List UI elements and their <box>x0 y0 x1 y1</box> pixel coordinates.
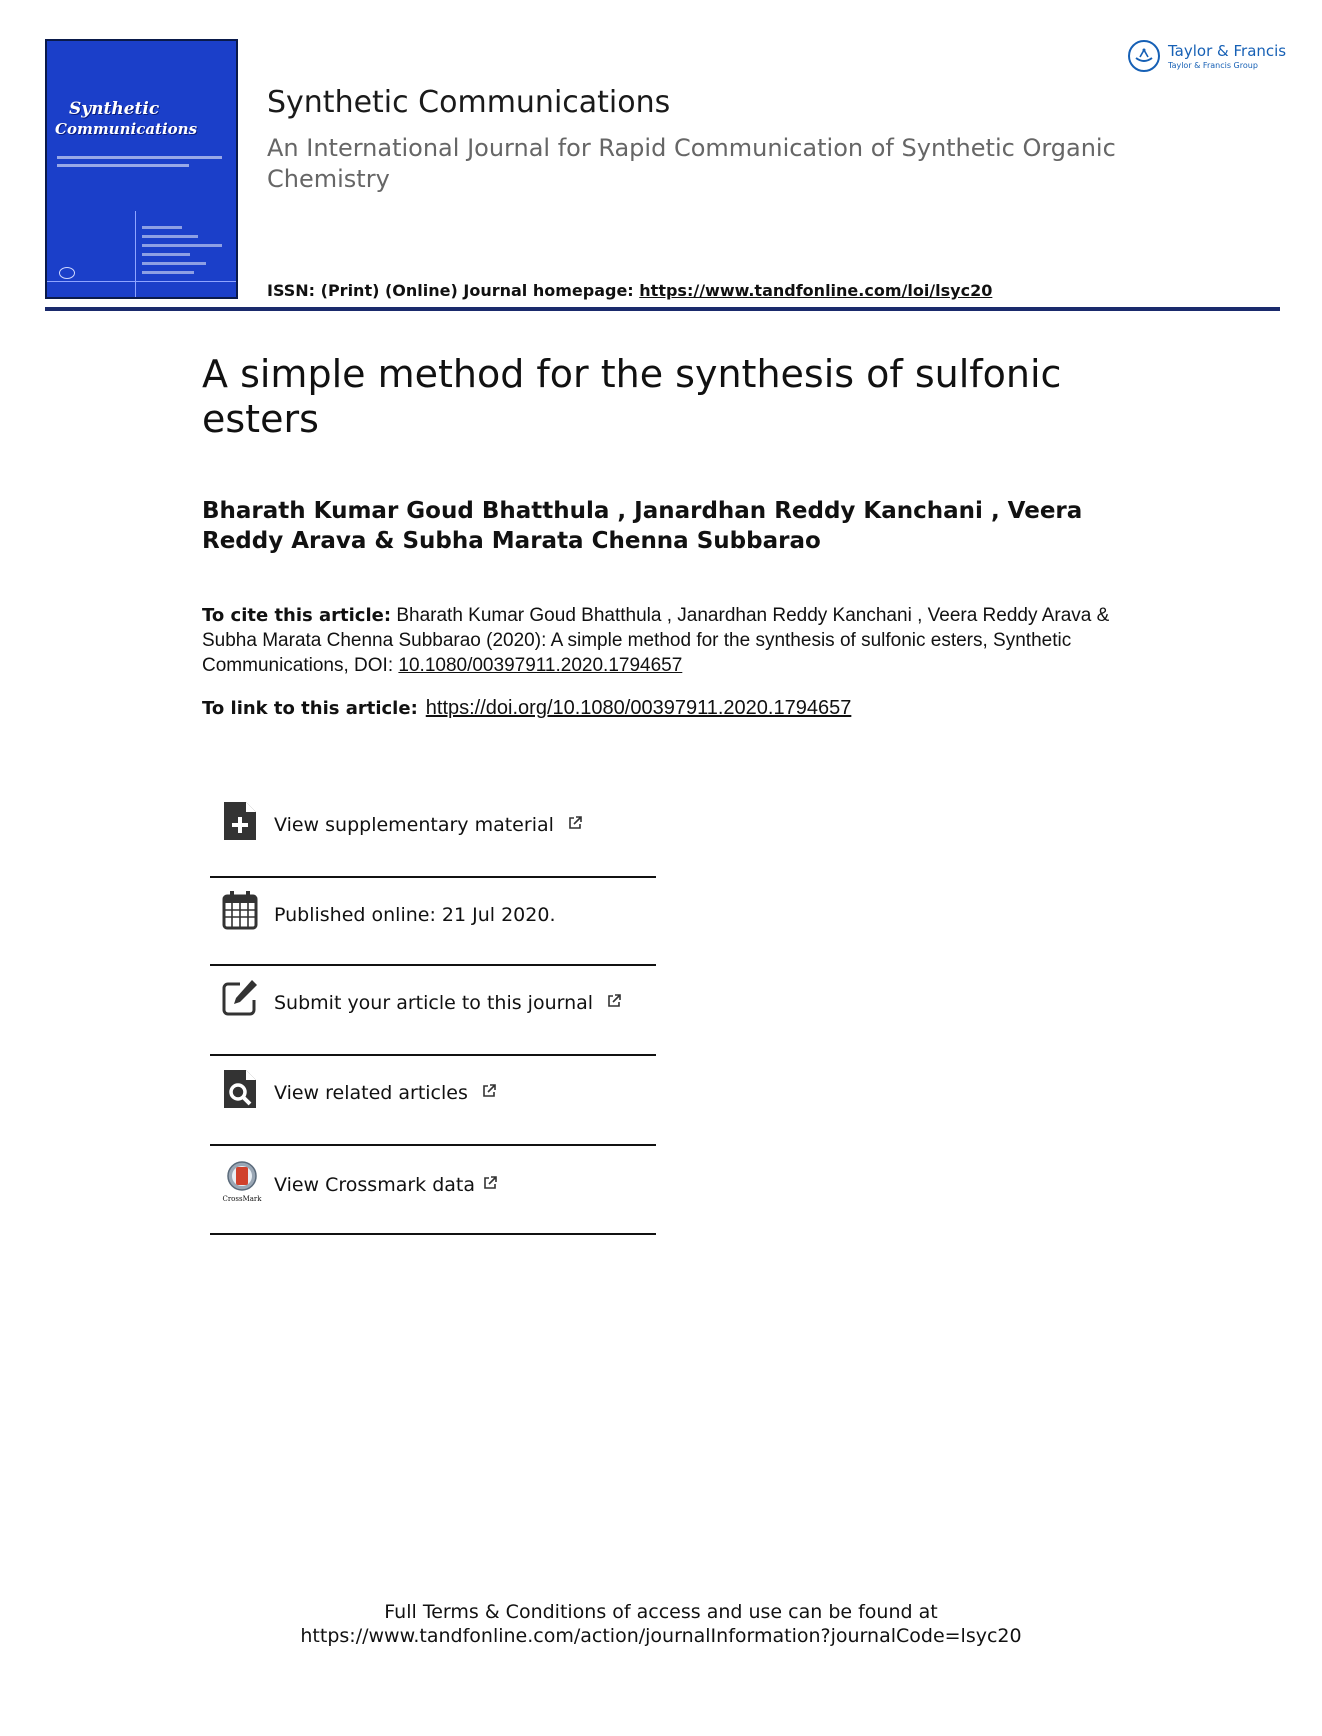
related-articles-link[interactable]: View related articles <box>274 1082 468 1104</box>
footer-terms-text: Full Terms & Conditions of access and use can be found at <box>384 1601 938 1623</box>
citation-text: Bharath Kumar Goud Bhatthula , Janardhan Reddy Kanchani , Veera Reddy Arava & Subha Marata Chenna Subbarao (2020): A simple method for the synthesis of sulfonic esters, Synthetic Communications, DOI: <box>202 605 1110 676</box>
journal-homepage-link[interactable]: https://www.tandfonline.com/loi/lsyc20 <box>639 281 993 300</box>
external-link-icon <box>568 816 582 830</box>
journal-subtitle: An International Journal for Rapid Communication of Synthetic Organic Chemistry <box>267 134 1116 193</box>
tf-logo-name: Taylor & Francis <box>1168 42 1287 60</box>
crossmark-link[interactable]: View Crossmark data <box>274 1174 476 1196</box>
article-title: A simple method for the synthesis of sulfonic esters <box>202 352 1062 441</box>
row-divider <box>210 1144 656 1146</box>
header-divider <box>45 307 1280 311</box>
journal-title: Synthetic Communications <box>267 85 671 120</box>
article-link-block <box>202 697 851 720</box>
crossmark-row[interactable] <box>210 1160 656 1230</box>
supplementary-material-link[interactable]: View supplementary material <box>274 814 554 836</box>
edit-icon <box>222 978 258 1020</box>
submit-article-link[interactable]: Submit your article to this journal <box>274 992 594 1014</box>
calendar-icon <box>222 890 258 932</box>
file-search-icon <box>222 1068 258 1110</box>
supplementary-material-row[interactable] <box>210 800 656 870</box>
tf-logo-icon <box>1128 40 1160 72</box>
article-doi-link[interactable]: https://doi.org/10.1080/00397911.2020.1794657 <box>425 697 852 719</box>
published-online-date: Published online: 21 Jul 2020. <box>274 904 556 926</box>
citation-doi-link[interactable]: 10.1080/00397911.2020.1794657 <box>398 655 683 676</box>
row-divider <box>210 964 656 966</box>
row-divider <box>210 1054 656 1056</box>
external-link-icon <box>482 1084 496 1098</box>
file-plus-icon <box>222 800 258 842</box>
published-online-row <box>210 890 656 960</box>
crossmark-logo-text: CrossMark <box>222 1195 262 1203</box>
journal-cover-image <box>45 39 238 299</box>
issn-line <box>267 281 992 300</box>
external-link-icon <box>607 994 621 1008</box>
citation-label: To cite this article: <box>202 605 392 626</box>
submit-article-row[interactable] <box>210 978 656 1048</box>
row-divider <box>210 1233 656 1235</box>
related-articles-row[interactable] <box>210 1068 656 1138</box>
cover-title: Synthetic Communications <box>55 99 198 138</box>
article-authors: Bharath Kumar Goud Bhatthula , Janardhan Reddy Kanchani , Veera Reddy Arava & Subha Marata Chenna Subbarao <box>202 498 1083 554</box>
taylor-francis-logo[interactable] <box>1128 40 1288 76</box>
issn-label: ISSN: (Print) (Online) Journal homepage: <box>267 281 640 300</box>
row-divider <box>210 876 656 878</box>
citation-block <box>202 603 1122 678</box>
external-link-icon <box>483 1176 497 1190</box>
crossmark-icon <box>222 1160 262 1202</box>
article-link-label: To link to this article: <box>202 698 418 719</box>
cover-publisher-logo <box>59 267 75 279</box>
footer-terms-url[interactable]: https://www.tandfonline.com/action/journalInformation?journalCode=lsyc20 <box>300 1625 1022 1647</box>
tf-logo-group: Taylor & Francis Group <box>1168 61 1258 70</box>
footer <box>0 1600 1322 1648</box>
